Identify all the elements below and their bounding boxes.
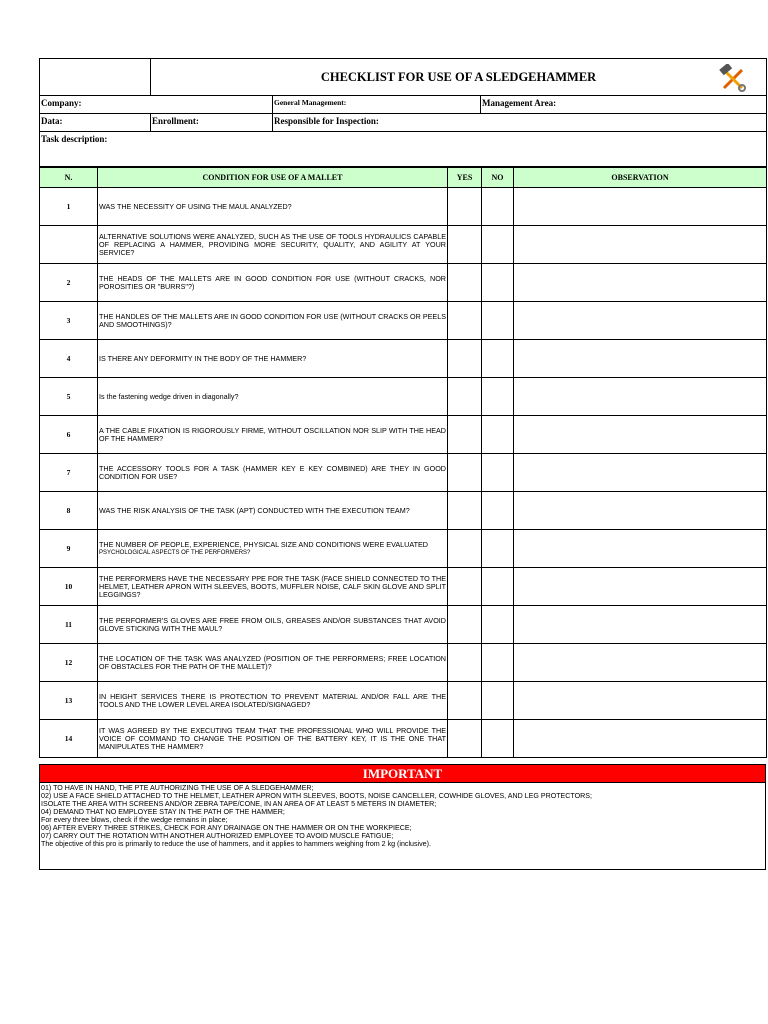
checklist-row bbox=[40, 416, 767, 454]
col-condition-header: CONDITION FOR USE OF A MALLET bbox=[98, 168, 448, 188]
observation-cell[interactable] bbox=[514, 682, 767, 720]
col-no-header: NO bbox=[482, 168, 514, 188]
item-condition bbox=[98, 188, 448, 226]
important-notes bbox=[40, 783, 766, 870]
item-number: 1 bbox=[40, 188, 98, 226]
checklist-row bbox=[40, 720, 767, 758]
item-condition bbox=[98, 416, 448, 454]
item-number bbox=[40, 226, 98, 264]
col-number-header: N. bbox=[40, 168, 98, 188]
checklist-row bbox=[40, 530, 767, 568]
yes-checkbox-cell[interactable] bbox=[448, 340, 482, 378]
item-condition-text: THE HANDLES OF THE MALLETS ARE IN GOOD CONDITION FOR USE (WITHOUT CRACKS OR PEELS AND SMOOTHINGS)? bbox=[99, 311, 446, 329]
item-condition bbox=[98, 378, 448, 416]
important-line: 01) TO HAVE IN HAND, THE PTE AUTHORIZING THE USE OF A SLEDGEHAMMER; bbox=[41, 784, 314, 792]
item-number: 7 bbox=[40, 454, 98, 492]
general-management-field[interactable]: General Management: bbox=[273, 96, 481, 114]
important-line: The objective of this pro is primarily to reduce the use of hammers, and it applies to hammers weighing from 2 kg (inclusive). bbox=[41, 840, 431, 848]
item-condition bbox=[98, 530, 448, 568]
important-line: ISOLATE THE AREA WITH SCREENS AND/OR ZEBRA TAPE/CONE, IN AN AREA OF AT LEAST 5 METERS IN DIAMETER; bbox=[41, 800, 437, 808]
no-checkbox-cell[interactable] bbox=[482, 340, 514, 378]
checklist-row bbox=[40, 226, 767, 264]
important-table bbox=[39, 764, 766, 870]
yes-checkbox-cell[interactable] bbox=[448, 530, 482, 568]
checklist-row bbox=[40, 568, 767, 606]
data-field[interactable]: Data: bbox=[40, 114, 151, 132]
item-condition-text: ALTERNATIVE SOLUTIONS WERE ANALYZED, SUCH AS THE USE OF TOOLS HYDRAULICS CAPABLE OF REPLACING A HAMMER, PROVIDING MORE SECURITY, QUALITY, AND AGILITY AT YOUR SERVICE? bbox=[99, 231, 446, 257]
yes-checkbox-cell[interactable] bbox=[448, 188, 482, 226]
observation-cell[interactable] bbox=[514, 492, 767, 530]
observation-cell[interactable] bbox=[514, 606, 767, 644]
page-title: CHECKLIST FOR USE OF A SLEDGEHAMMER bbox=[320, 69, 597, 84]
checklist-row bbox=[40, 454, 767, 492]
no-checkbox-cell[interactable] bbox=[482, 378, 514, 416]
item-condition bbox=[98, 568, 448, 606]
item-condition bbox=[98, 720, 448, 758]
item-condition bbox=[98, 492, 448, 530]
no-checkbox-cell[interactable] bbox=[482, 188, 514, 226]
observation-cell[interactable] bbox=[514, 530, 767, 568]
observation-cell[interactable] bbox=[514, 416, 767, 454]
company-field[interactable]: Company: bbox=[40, 96, 273, 114]
item-condition-text: THE PERFORMER'S GLOVES ARE FREE FROM OILS, GREASES AND/OR SUBSTANCES THAT AVOID GLOVE STICKING WITH THE MAUL? bbox=[99, 615, 446, 633]
item-condition-text: THE ACCESSORY TOOLS FOR A TASK (HAMMER KEY E KEY COMBINED) ARE THEY IN GOOD CONDITION FOR USE? bbox=[99, 463, 446, 481]
item-condition bbox=[98, 606, 448, 644]
item-number: 5 bbox=[40, 378, 98, 416]
observation-cell[interactable] bbox=[514, 568, 767, 606]
no-checkbox-cell[interactable] bbox=[482, 682, 514, 720]
yes-checkbox-cell[interactable] bbox=[448, 568, 482, 606]
enrollment-field[interactable]: Enrollment: bbox=[151, 114, 273, 132]
checklist-row bbox=[40, 606, 767, 644]
checklist-row bbox=[40, 378, 767, 416]
observation-cell[interactable] bbox=[514, 302, 767, 340]
item-number: 11 bbox=[40, 606, 98, 644]
item-condition bbox=[98, 226, 448, 264]
item-condition bbox=[98, 454, 448, 492]
observation-cell[interactable] bbox=[514, 226, 767, 264]
checklist-row bbox=[40, 264, 767, 302]
checklist-row bbox=[40, 644, 767, 682]
item-number: 14 bbox=[40, 720, 98, 758]
item-condition-text: THE HEADS OF THE MALLETS ARE IN GOOD CONDITION FOR USE (WITHOUT CRACKS, NOR POROSITIES OR "BURRS"?) bbox=[99, 273, 446, 291]
item-number: 8 bbox=[40, 492, 98, 530]
yes-checkbox-cell[interactable] bbox=[448, 682, 482, 720]
no-checkbox-cell[interactable] bbox=[482, 264, 514, 302]
item-condition bbox=[98, 682, 448, 720]
checklist-sheet bbox=[39, 58, 766, 870]
observation-cell[interactable] bbox=[514, 340, 767, 378]
important-line: For every three blows, check if the wedge remains in place; bbox=[41, 816, 228, 824]
management-area-field[interactable]: Management Area: bbox=[481, 96, 767, 114]
col-observation-header: OBSERVATION bbox=[514, 168, 767, 188]
item-condition-text: IT WAS AGREED BY THE EXECUTING TEAM THAT THE PROFESSIONAL WHO WILL PROVIDE THE VOICE OF COMMAND TO CHANGE THE POSITION OF THE BATTERY KEY, IT IS THE ONE THAT MANIPULATES THE HAMMER? bbox=[99, 725, 446, 751]
checklist-rows bbox=[40, 188, 767, 758]
item-condition-text: WAS THE NECESSITY OF USING THE MAUL ANALYZED? bbox=[99, 201, 292, 211]
no-checkbox-cell[interactable] bbox=[482, 644, 514, 682]
important-line: 06) AFTER EVERY THREE STRIKES, CHECK FOR ANY DRAINAGE ON THE HAMMER OR ON THE WORKPIECE; bbox=[41, 824, 412, 832]
observation-cell[interactable] bbox=[514, 644, 767, 682]
item-number: 6 bbox=[40, 416, 98, 454]
no-checkbox-cell[interactable] bbox=[482, 416, 514, 454]
yes-checkbox-cell[interactable] bbox=[448, 644, 482, 682]
item-condition-text: A THE CABLE FIXATION IS RIGOROUSLY FIRME, WITHOUT OSCILLATION NOR SLIP WITH THE HEAD OF THE HAMMER? bbox=[99, 425, 446, 443]
item-number: 9 bbox=[40, 530, 98, 568]
observation-cell[interactable] bbox=[514, 188, 767, 226]
item-condition-text: THE PERFORMERS HAVE THE NECESSARY PPE FOR THE TASK (FACE SHIELD CONNECTED TO THE HELMET, LEATHER APRON WITH SLEEVES, BOOTS, MUFFLER NOISE, CALF SKIN GLOVE AND SPLIT LEGGINGS? bbox=[99, 573, 446, 599]
checklist-row bbox=[40, 188, 767, 226]
important-line: 04) DEMAND THAT NO EMPLOYEE STAY IN THE PATH OF THE HAMMER; bbox=[41, 808, 285, 816]
observation-cell[interactable] bbox=[514, 264, 767, 302]
checklist-row bbox=[40, 492, 767, 530]
important-line: 02) USE A FACE SHIELD ATTACHED TO THE HELMET, LEATHER APRON WITH SLEEVES, BOOTS, NOISE CANCELLER, COWHIDE GLOVES, AND LEG PROTECTORS; bbox=[41, 792, 592, 800]
responsible-field[interactable]: Responsible for Inspection: bbox=[273, 114, 767, 132]
item-condition bbox=[98, 340, 448, 378]
observation-cell[interactable] bbox=[514, 720, 767, 758]
yes-checkbox-cell[interactable] bbox=[448, 264, 482, 302]
yes-checkbox-cell[interactable] bbox=[448, 378, 482, 416]
no-checkbox-cell[interactable] bbox=[482, 454, 514, 492]
no-checkbox-cell[interactable] bbox=[482, 530, 514, 568]
item-number: 13 bbox=[40, 682, 98, 720]
header-blank-cell bbox=[40, 59, 151, 96]
item-condition-text: IS THERE ANY DEFORMITY IN THE BODY OF THE HAMMER? bbox=[99, 353, 307, 363]
checklist-row bbox=[40, 302, 767, 340]
task-description-field[interactable]: Task description: bbox=[40, 132, 767, 167]
yes-checkbox-cell[interactable] bbox=[448, 416, 482, 454]
item-condition-text: THE LOCATION OF THE TASK WAS ANALYZED (POSITION OF THE PERFORMERS; FREE LOCATION OF OBSTACLES FOR THE PATH OF THE MALLET)? bbox=[99, 653, 446, 671]
checklist-header-row bbox=[40, 168, 767, 188]
yes-checkbox-cell[interactable] bbox=[448, 720, 482, 758]
item-condition-text: THE NUMBER OF PEOPLE, EXPERIENCE, PHYSICAL SIZE AND CONDITIONS WERE EVALUATED bbox=[99, 539, 428, 549]
no-checkbox-cell[interactable] bbox=[482, 302, 514, 340]
item-condition bbox=[98, 264, 448, 302]
no-checkbox-cell[interactable] bbox=[482, 606, 514, 644]
yes-checkbox-cell[interactable] bbox=[448, 606, 482, 644]
checklist-row bbox=[40, 682, 767, 720]
item-condition-subtext: PSYCHOLOGICAL ASPECTS OF THE PERFORMERS? bbox=[99, 549, 251, 556]
item-condition-text: WAS THE RISK ANALYSIS OF THE TASK (APT) CONDUCTED WITH THE EXECUTION TEAM? bbox=[99, 505, 410, 515]
yes-checkbox-cell[interactable] bbox=[448, 492, 482, 530]
item-number: 4 bbox=[40, 340, 98, 378]
checklist-table bbox=[39, 167, 767, 758]
no-checkbox-cell[interactable] bbox=[482, 226, 514, 264]
observation-cell[interactable] bbox=[514, 378, 767, 416]
no-checkbox-cell[interactable] bbox=[482, 568, 514, 606]
hammer-wrench-icon bbox=[718, 64, 748, 92]
item-number: 10 bbox=[40, 568, 98, 606]
important-line: 07) CARRY OUT THE ROTATION WITH ANOTHER AUTHORIZED EMPLOYEE TO AVOID MUSCLE FATIGUE; bbox=[41, 832, 394, 840]
item-condition-text: Is the fastening wedge driven in diagonally? bbox=[99, 391, 239, 401]
item-condition-text: IN HEIGHT SERVICES THERE IS PROTECTION TO PREVENT MATERIAL AND/OR FALL ARE THE TOOLS AND THE LOWER LEVEL AREA ISOLATED/SIGNAGED? bbox=[99, 691, 446, 709]
yes-checkbox-cell[interactable] bbox=[448, 226, 482, 264]
item-number: 12 bbox=[40, 644, 98, 682]
important-title: IMPORTANT bbox=[40, 765, 766, 783]
observation-cell[interactable] bbox=[514, 454, 767, 492]
header-table bbox=[39, 58, 767, 167]
yes-checkbox-cell[interactable] bbox=[448, 302, 482, 340]
col-yes-header: YES bbox=[448, 168, 482, 188]
yes-checkbox-cell[interactable] bbox=[448, 454, 482, 492]
item-condition bbox=[98, 302, 448, 340]
item-condition bbox=[98, 644, 448, 682]
no-checkbox-cell[interactable] bbox=[482, 720, 514, 758]
title-cell bbox=[151, 59, 767, 96]
no-checkbox-cell[interactable] bbox=[482, 492, 514, 530]
checklist-row bbox=[40, 340, 767, 378]
item-number: 3 bbox=[40, 302, 98, 340]
item-number: 2 bbox=[40, 264, 98, 302]
